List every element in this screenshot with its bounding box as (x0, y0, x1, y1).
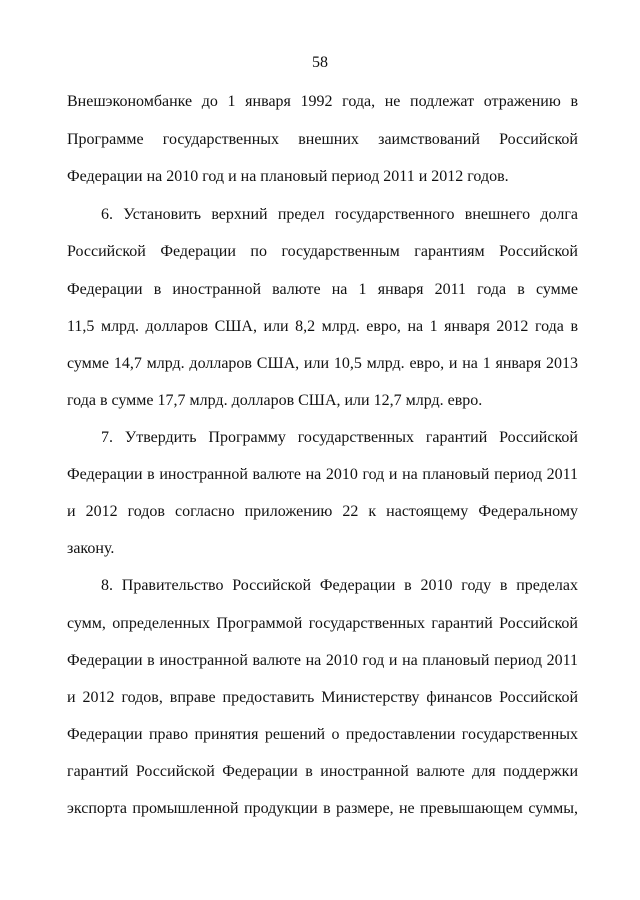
text-line: сумме 14,7 млрд. долларов США, или 10,5 млрд. евро, и на 1 января 2013 (67, 355, 578, 372)
text-line: 7. Утвердить Программу государственных гарантий Российской (101, 429, 578, 446)
text-line: Программе государственных внешних заимствований Российской (67, 131, 578, 148)
text-line: Внешэкономбанке до 1 января 1992 года, не подлежат отражению в (67, 93, 578, 110)
page-number: 58 (312, 54, 328, 71)
text-line: 6. Установить верхний предел государственного внешнего долга (101, 206, 578, 223)
text-line: Федерации в иностранной валюте на 2010 год и на плановый период 2011 (67, 466, 578, 483)
text-line: года в сумме 17,7 млрд. долларов США, или 12,7 млрд. евро. (67, 392, 483, 409)
text-line: закону. (67, 540, 115, 557)
text-line: и 2012 годов, вправе предоставить Министерству финансов Российской (67, 689, 578, 706)
text-line: 8. Правительство Российской Федерации в 2010 году в пределах (101, 577, 578, 594)
text-line: Федерации в иностранной валюте на 1 января 2011 года в сумме (67, 281, 578, 298)
text-line: сумм, определенных Программой государственных гарантий Российской (67, 615, 578, 632)
text-line: гарантий Российской Федерации в иностранной валюте для поддержки (67, 763, 578, 780)
text-line: Федерации в иностранной валюте на 2010 год и на плановый период 2011 (67, 652, 578, 669)
text-line: и 2012 годов согласно приложению 22 к настоящему Федеральному (67, 503, 578, 520)
text-line: 11,5 млрд. долларов США, или 8,2 млрд. евро, на 1 января 2012 года в (67, 318, 578, 335)
text-line: экспорта промышленной продукции в размере, не превышающем суммы, (67, 800, 578, 817)
text-line: Федерации право принятия решений о предоставлении государственных (67, 726, 578, 743)
text-line: Российской Федерации по государственным гарантиям Российской (67, 243, 578, 260)
text-line: Федерации на 2010 год и на плановый период 2011 и 2012 годов. (67, 168, 509, 185)
